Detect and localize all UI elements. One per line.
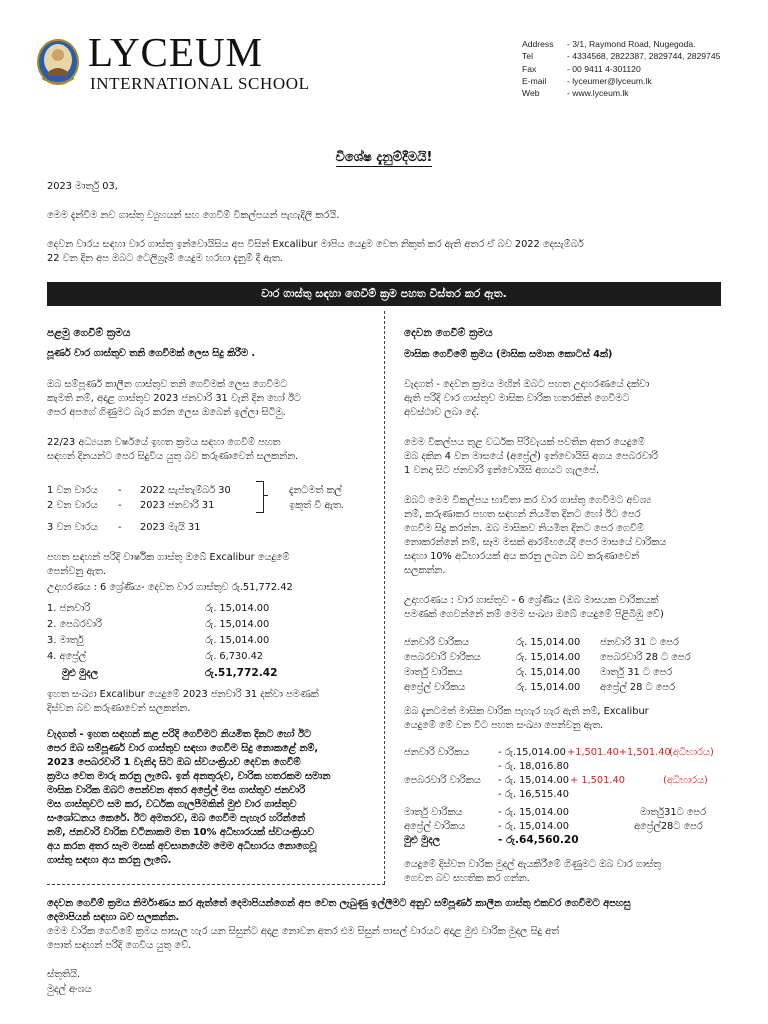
right-para4-line: ඔබ දැනටමත් මාසික වාරික පැහැර හැර ඇති නම්, Excalibur <box>404 706 649 717</box>
right-para3-line: ගෙවීම සිදු කරන්න. ඔබ මාසිකව නියමිත දිනට පෙර ගෙවීම් <box>404 523 644 534</box>
right-subheading: මාසික ගෙවීමේ ක්‍රමය (මාසික සමාන කොටස් 4ක්) <box>404 349 613 360</box>
schedule-4-amount: රු. 15,014.00 <box>516 682 581 693</box>
arrears-feb-name: පෙබරවාරි වාරිකය <box>404 775 481 786</box>
footer-signature: මුදල් අංශය <box>47 984 92 995</box>
expired-note-line: දැනටමත් කල් <box>289 485 342 496</box>
schedule-2-amount: රු. 15,014.00 <box>516 652 581 663</box>
left-para1-line: පෙර අපගේ ගිණුමට බැර කරන ලෙස ඔබෙන් ඉල්ලා සිටිමු. <box>47 407 286 418</box>
left-column-bottom-border <box>47 884 385 885</box>
arrears-feb-tag: (අධිභාරය) <box>663 775 708 786</box>
right-heading: දෙවන ගෙවීම් ක්‍රමය <box>404 327 493 339</box>
arrears-feb-base: - රු. 15,014.00 <box>498 775 569 786</box>
left-important-line: අය කරන අතර සෑම මසක් අවසානයේම මෙම අධිභාරය නොගෙවූ <box>47 841 317 852</box>
letter-date: 2023 මාර්තු 03, <box>47 181 118 192</box>
right-para3-line: සලකන්න. <box>404 565 446 576</box>
contact-address: Address - 3/1, Raymond Road, Nugegoda. <box>522 39 696 49</box>
footer-thanks: ස්තුතියි. <box>47 969 81 980</box>
intro2-line: දෙවන වාරය සඳහා වාර ගාස්තු ඉන්වොයිසිය අප විසින් Excalibur මාපිය යෙදුම වෙත නිකුත් කර ඇති අතර ඒ බව 2022 දෙසැම්බර් <box>47 239 584 250</box>
month-4-amount: රු. 6,730.42 <box>205 651 264 662</box>
term-1-dash: - <box>118 485 122 496</box>
schedule-1-due: ජනවාරි 31 ට පෙර <box>600 637 679 648</box>
month-1-amount: රු. 15,014.00 <box>205 603 270 614</box>
right-para4-line: යෙදුමේ මේ වන විට පහත සංඛ්‍යා පෙන්වනු ඇත. <box>404 720 604 731</box>
payment-methods-banner: වාර ගාස්තු සඳහා ගෙවීම් ක්‍රම පහත විස්තර කර ඇත. <box>47 282 721 306</box>
arrears-feb-sum: - රු. 16,515.40 <box>498 789 569 800</box>
arrears-jan-tag: (අධිභාරය) <box>669 747 714 758</box>
left-example: උදාහරණය : 6 ශ්‍රේණිය- දෙවන වාර ගාස්තුව රු.51,772.42 <box>47 582 293 593</box>
column-divider <box>384 311 385 884</box>
left-para3-line: පෙන්වනු ඇත. <box>47 566 106 577</box>
left-important-line: නම්, ජනවාරි වාරික වටිනාකම මත 10% අධිභාරයක් ස්වයංක්‍රියව <box>47 827 315 838</box>
term-2-date: 2023 ජනවාරි 31 <box>140 500 215 511</box>
schedule-1-amount: රු. 15,014.00 <box>516 637 581 648</box>
brand-subtitle: INTERNATIONAL SCHOOL <box>90 74 310 93</box>
schedule-2-name: පෙබරවාරි වාරිකය <box>404 652 481 663</box>
left-para1-line: කැමති නම්, අදාළ ගාස්තුව 2023 ජනවාරි 31 වැනි දින හෝ ඊට <box>47 393 301 404</box>
schedule-2-due: පෙබරවාරි 28 ට පෙර <box>600 652 691 663</box>
left-important-line: වැදගත් - ඉහත සඳහන් කළ පරිදි ගෙවීමට නියමිත දිනට හෝ ඊට <box>47 729 311 740</box>
schedule-4-name: අප්‍රේල් වාරිකය <box>404 682 466 693</box>
schedule-3-name: මාර්තු වාරිකය <box>404 667 463 678</box>
contact-tel: Tel - 4334568, 2822387, 2829744, 2829745 <box>522 51 721 62</box>
right-para3-line: ඔබට මෙම විකල්පය භාවිතා කර වාර ගාස්තු ගෙවීමට අවශ්‍ය <box>404 495 652 506</box>
arrears-mar-name: මාර්තු වාරිකය <box>404 807 463 818</box>
brand-name: LYCEUM <box>88 29 264 75</box>
term-3-label: 3 වන වාරය <box>47 522 98 533</box>
arrears-jan-sum: - රු. 18,016.80 <box>498 761 569 772</box>
arrears-jan-name: ජනවාරි වාරිකය <box>404 747 470 758</box>
arrears-feb-surcharge: + 1,501.40 <box>570 775 625 786</box>
schedule-4-due: අප්‍රේල් 28 ට පෙර <box>600 682 675 693</box>
notice-title: විශේෂ දැනුම්දීමයි! <box>335 150 433 165</box>
left-para4-line: ඉහත සංඛ්‍යා Excalibur යෙදුමේ 2023 ජනවාරි 31 දක්වා පමණක් <box>47 689 319 700</box>
left-important-line: මස ගාස්තුවට සම කර, වර්ධක ගැලපීමකින් මුළු වාර ගාස්තුව <box>47 799 297 810</box>
left-heading: පළමු ගෙවීම් ක්‍රමය <box>47 327 131 339</box>
left-important-line: මාසික වාරික ඔබට පෙන්වන අතර අප්‍රේල් මස ගාස්තුව ජනවාරි <box>47 785 306 796</box>
arrears-total-label: මුළු මුදල <box>404 835 440 846</box>
left-important-line: සංශෝධනය කෙරේ. ඊට අමතරව, ඔබ ගෙවීම පැහැර හරින්නේ <box>47 813 306 824</box>
right-para3-line: සඳහා 10% අධිභාරයක් අය කරනු ලබන බව කරුණාවෙන් <box>404 551 640 562</box>
right-para5-line: ගෙවන බව සහතික කර ගන්න. <box>404 873 530 884</box>
left-para1-line: ඔබ සම්පූර්ණ කාලීන ගාස්තුව තනි ගෙවීමක් ලෙස ගෙවීමට <box>47 379 288 390</box>
term-bracket-tip <box>263 495 268 496</box>
footer-bold-line: දෙවන ගෙවීම් ක්‍රමය නිර්මාණය කර ඇත්තේ දෙමාපියන්ගෙන් අප වෙත ලැබුණු ඉල්ලීමට අනුව සම්පූර්ණ කාලීන ගාස්තු එකවර ගෙවීමට අපහසු <box>47 898 631 909</box>
right-para5-line: යෙදුමේ දිස්වන වාරික මුදල් ඇයකිරීමේ ගිණුමට ඔබ වාර ගාස්තු <box>404 859 662 870</box>
term-3-date: 2023 මැයි 31 <box>140 522 201 533</box>
schedule-3-due: මාර්තු 31 ට පෙර <box>600 667 673 678</box>
schedule-1-name: ජනවාරි වාරිකය <box>404 637 470 648</box>
expired-note-line: ඉකුත් වී ඇත. <box>289 500 344 511</box>
arrears-jan-surcharge: +1,501.40+1,501.40 <box>567 747 671 758</box>
footer-line: මෙම වාරික ගෙවීමේ ක්‍රමය පාසැල හැර යන සිසුන්ට අදාළ නොවන අතර එම සිසුන් පාසල් වාරයට අදාළ මුළු වාරික මුදල සිදු අත් <box>47 926 560 937</box>
schedule-3-amount: රු. 15,014.00 <box>516 667 581 678</box>
right-para2-line: මෙම විකල්පය තුළ වර්ධක පිරිවැයක් පවතින අතර යෙදුමේ <box>404 437 645 448</box>
right-para2-line: 1 වනදා සිට ජනවාරි ඉන්වොයිසි අගයට ගැලපේ. <box>404 465 600 476</box>
contact-block <box>522 38 720 99</box>
arrears-mar-amount: - රු. 15,014.00 <box>498 807 569 818</box>
left-para3-line: පහත සඳහන් පරිදි වාර්ෂික ගාස්තු ඔබේ Excalibur යෙදුමේ <box>47 552 290 563</box>
month-2-name: 2. පෙබරවාරි <box>47 619 102 630</box>
right-para2-line: ඔබ දකින 4 වන මාසයේ (අප්‍රේල්) ඉන්වොයිසි අගය පෙබරවාරි <box>404 451 658 462</box>
arrears-jan-base: - රු.15,014.00 <box>498 747 566 758</box>
month-1-name: 1. ජනවාරි <box>47 603 91 614</box>
left-para2-line: සඳහන් දිනයන්ට පෙර සිදුවිය යුතු බව කරුණාවෙන් සලකන්න. <box>47 451 299 462</box>
left-para4-line: දිස්වන බව කරුණාවෙන් සලකන්න. <box>47 703 191 714</box>
right-para1-line: වැදගත් - දෙවන ක්‍රමය මඟින් ඔබට පහත උදාහරණයේ දක්වා <box>404 379 650 390</box>
arrears-total-amount: - රු.64,560.20 <box>498 834 579 846</box>
right-para1-line: අවස්ථාව ලබා දේ. <box>404 407 480 418</box>
contact-web: Web - www.lyceum.lk <box>522 88 629 99</box>
left-subheading: පූර්ණ වාර ගාස්තුව තනි ගෙවීමක් ලෙස සිදු කිරීම . <box>47 348 256 359</box>
left-total-label: මුළු මුදල <box>62 668 98 679</box>
term-bracket <box>256 481 264 513</box>
left-para2-line: 22/23 අධ්‍යයන වර්ෂයේ ඉහත ක්‍රමය සඳහා ගෙවීම් පහත <box>47 437 281 448</box>
right-para3-line: නොකරන්නේ නම්, සෑම මසක් ආරම්භයේදී පෙර මාසයේ වාරිකය <box>404 537 667 548</box>
right-example-line: උදාහරණය : වාර ගාස්තුව - 6 ශ්‍රේණිය (ඔබ මාසයක වාරිකයක් <box>404 595 659 606</box>
right-para3-line: නම්, කරුණාකර පහත සඳහන් නියමිත දිනට හෝ ඊට පෙර <box>404 509 641 520</box>
month-4-name: 4. අප්‍රේල් <box>47 651 87 662</box>
arrears-mar-due: මාර්තු31ට පෙර <box>640 807 706 818</box>
footer-bold-line: දෙමාපියන් සඳහා බව සලකන්න. <box>47 912 180 923</box>
term-2-label: 2 වන වාරය <box>47 500 98 511</box>
month-3-name: 3. මාර්තු <box>47 635 84 646</box>
month-2-amount: රු. 15,014.00 <box>205 619 270 630</box>
month-3-amount: රු. 15,014.00 <box>205 635 270 646</box>
term-1-date: 2022 සැප්තැම්බර් 30 <box>140 485 231 496</box>
intro-line: මෙම දැන්වීම නව ගාස්තු ව්‍යුහයන් සහ ගෙවීම් විකල්පයන් පැහැදිලි කරයි. <box>47 210 340 221</box>
school-crest-logo <box>36 38 80 88</box>
term-1-label: 1 වන වාරය <box>47 485 98 496</box>
left-total-amount: රු.51,772.42 <box>205 667 278 679</box>
right-example-line: පමණක් ගෙවන්නේ නම් මෙම සංඛ්‍යා ඔබේ යෙදුමේ පිළිබිඹු වේ) <box>404 609 664 620</box>
term-2-dash: - <box>118 500 122 511</box>
left-important-line: පෙර ඔබ සම්පූර්ණ වාර ගාස්තුව සඳහා ගෙවීම සිදු නොකළේ නම්, <box>47 743 319 754</box>
footer-line: පොත් සඳහන් පරිදි ගෙවිය යුතු වේ. <box>47 940 192 951</box>
contact-fax: Fax - 00 9411 4-301120 <box>522 63 641 74</box>
right-para1-line: ඇති පරිදි වාර ගාස්තුව මාසික වාරික හතරකින් ගෙවීමට <box>404 393 630 404</box>
term-3-dash: - <box>118 522 122 533</box>
contact-email: E-mail - lyceumer@lyceum.lk <box>522 75 652 86</box>
left-important-line: ගාස්තු සඳහා අය කරනු ලැබේ. <box>47 855 172 866</box>
intro2-line: 22 වන දින අප ඔබට ටෙලිග්‍රෑම් යෙදුම හරහා දැනුම් දී ඇත. <box>47 253 283 264</box>
arrears-apr-name: අප්‍රේල් වාරිකය <box>404 821 466 832</box>
arrears-apr-amount: - රු. 15,014.00 <box>498 821 569 832</box>
left-important-line: ක්‍රමය වෙත මාරු කරනු ලැබේ. ඉන් අනතුරුව, වාරික හතරකම සමාන <box>47 771 331 782</box>
arrears-apr-due: අප්‍රේල්28ට පෙර <box>634 821 703 832</box>
left-important-line: 2023 පෙබරවාරි 1 වැනිදා සිට ඔබ ස්වයංක්‍රියව දෙවන ගෙවීම් <box>47 757 301 768</box>
